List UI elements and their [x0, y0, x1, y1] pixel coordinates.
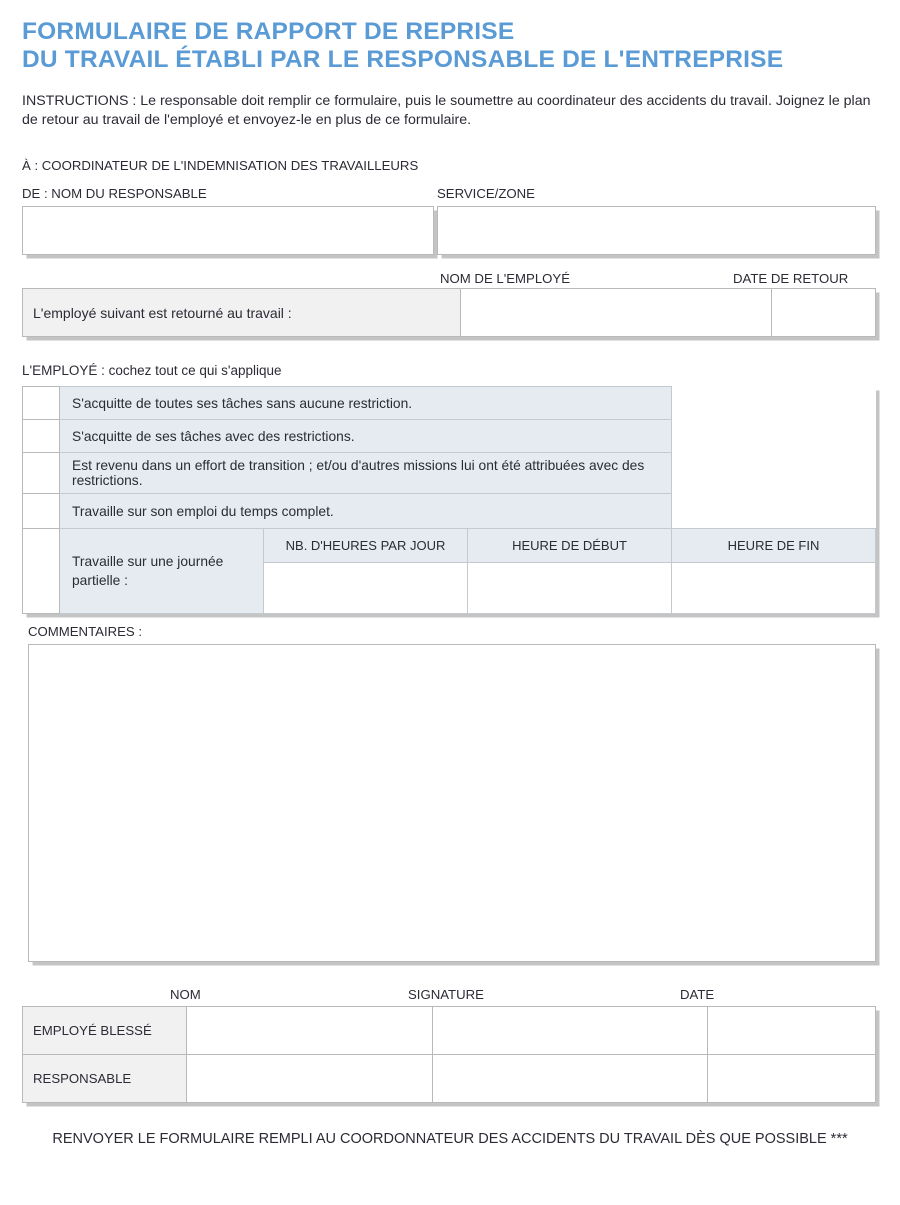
signature-table: [22, 1006, 876, 1103]
status-label-full-duty-no-restriction: S'acquitte de toutes ses tâches sans aucune restriction.: [60, 387, 672, 420]
employee-status-table: [22, 386, 876, 614]
title-line-2: DU TRAVAIL ÉTABLI PAR LE RESPONSABLE DE L'ENTREPRISE: [22, 46, 784, 73]
return-date-header: DATE DE RETOUR: [733, 271, 849, 286]
return-statement-label: L'employé suivant est retourné au travail :: [23, 289, 461, 337]
injured-employee-date-field[interactable]: [708, 1007, 876, 1055]
table-row: [23, 494, 876, 529]
end-time-header: HEURE DE FIN: [672, 529, 876, 563]
table-row: [23, 387, 876, 420]
injured-employee-nom-field[interactable]: [187, 1007, 433, 1055]
hours-per-day-field[interactable]: [264, 563, 468, 614]
start-time-header: HEURE DE DÉBUT: [468, 529, 672, 563]
status-label-full-schedule: Travaille sur son emploi du temps complet.: [60, 494, 672, 529]
table-row: [23, 1055, 876, 1103]
instructions-text: INSTRUCTIONS : Le responsable doit remplir ce formulaire, puis le soumettre au coordinateur des accidents du travail. Joignez le plan de retour au travail de l'employé et envoyez-le en plus de ce formulaire.: [22, 93, 871, 128]
row-label-injured-employee: EMPLOYÉ BLESSÉ: [23, 1007, 187, 1055]
table-row: [23, 529, 876, 563]
table-row: [23, 1007, 876, 1055]
injured-employee-signature-field[interactable]: [433, 1007, 708, 1055]
footer-note: RENVOYER LE FORMULAIRE REMPLI AU COORDONNATEUR DES ACCIDENTS DU TRAVAIL DÈS QUE POSSIBLE ***: [52, 1131, 848, 1147]
table-row: [23, 453, 876, 494]
checkbox-partial-day[interactable]: [23, 529, 60, 614]
return-date-field[interactable]: [772, 289, 876, 337]
end-time-field[interactable]: [672, 563, 876, 614]
employee-status-intro: L'EMPLOYÉ : cochez tout ce qui s'applique: [22, 363, 282, 378]
table-row: [23, 420, 876, 453]
manager-signature-field[interactable]: [433, 1055, 708, 1103]
comments-label: COMMENTAIRES :: [28, 624, 143, 639]
manager-name-field[interactable]: [22, 206, 434, 255]
checkbox-duty-with-restriction[interactable]: [23, 420, 60, 453]
signature-signature-header: SIGNATURE: [408, 987, 484, 1002]
manager-date-field[interactable]: [708, 1055, 876, 1103]
status-label-transitional-duty: Est revenu dans un effort de transition ; et/ou d'autres missions lui ont été attribuées avec des restrictions.: [60, 453, 672, 494]
to-coordinator-label: À : COORDINATEUR DE L'INDEMNISATION DES TRAVAILLEURS: [22, 158, 419, 173]
title-line-1: FORMULAIRE DE RAPPORT DE REPRISE: [22, 18, 515, 45]
status-label-duty-with-restriction: S'acquitte de ses tâches avec des restrictions.: [60, 420, 672, 453]
from-manager-label: DE : NOM DU RESPONSABLE: [22, 186, 207, 201]
comments-field[interactable]: [28, 644, 876, 962]
manager-nom-field[interactable]: [187, 1055, 433, 1103]
checkbox-transitional-duty[interactable]: [23, 453, 60, 494]
return-to-work-table: [22, 288, 876, 337]
checkbox-full-schedule[interactable]: [23, 494, 60, 529]
hours-per-day-header: NB. D'HEURES PAR JOUR: [264, 529, 468, 563]
department-field[interactable]: [437, 206, 876, 255]
table-row: [23, 289, 876, 337]
page-title: [22, 18, 878, 74]
employee-name-field[interactable]: [461, 289, 772, 337]
department-label: SERVICE/ZONE: [437, 186, 535, 201]
start-time-field[interactable]: [468, 563, 672, 614]
row-label-manager: RESPONSABLE: [23, 1055, 187, 1103]
employee-name-header: NOM DE L'EMPLOYÉ: [440, 271, 571, 286]
signature-date-header: DATE: [680, 987, 715, 1002]
signature-nom-header: NOM: [170, 987, 201, 1002]
status-label-partial-day: Travaille sur une journée partielle :: [60, 529, 264, 614]
checkbox-full-duty-no-restriction[interactable]: [23, 387, 60, 420]
